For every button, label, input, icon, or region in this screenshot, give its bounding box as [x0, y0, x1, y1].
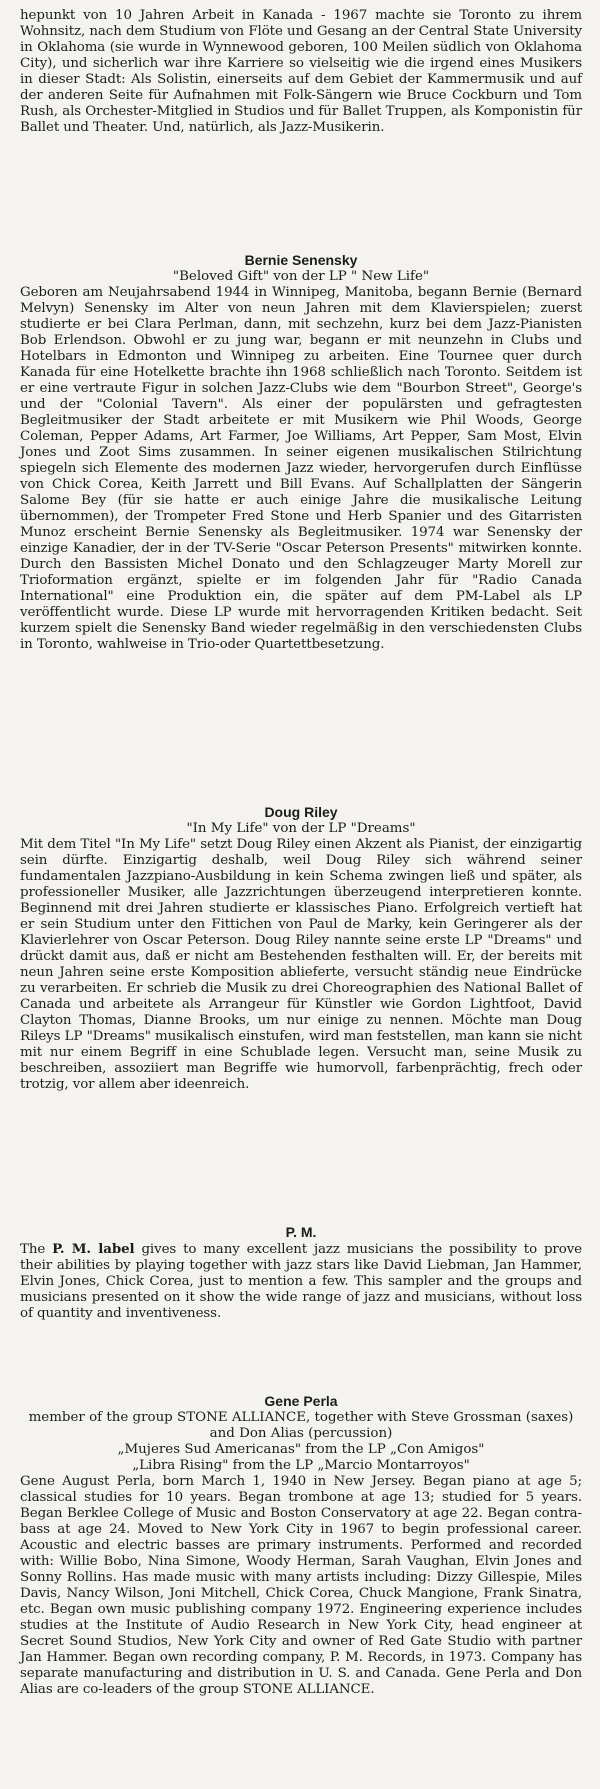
perla-section — [20, 1393, 582, 1698]
riley-heading: Doug Riley — [264, 804, 338, 820]
senensky-section — [20, 252, 582, 653]
pm-section — [20, 1224, 582, 1322]
intro-section — [20, 8, 582, 136]
riley-section — [20, 804, 582, 1093]
pm-heading: P. M. — [285, 1224, 317, 1240]
pm-text: gives to many excellent jazz musicians the possibility to prove their abilities by playing together with jazz stars like David Liebman, Jan Hammer, Elvin Jones, Chick Corea, just to mention a few. This sampler and the groups and musicians presented on it show the wide range of jazz and musicians, without loss of quantity and inventiveness. — [20, 1242, 582, 1321]
riley-subtitle: "In My Life" von der LP "Dreams" — [186, 821, 416, 836]
senensky-paragraph: Geboren am Neujahrsabend 1944 in Winnipeg, Manitoba, begann Bernie (Bernard Melvyn) Senensky im Alter von neun Jahren mit dem Klavierspielen; zuerst studierte er bei Clara Perlman, dann, mit sechzehn, kurz bei dem Jazz-Pianisten Bob Erlendson. Obwohl er zu jung war, begann er mit neunzehn in Clubs und Hotelbars in Edmonton und Winnipeg zu arbeiten. Eine Tournee quer durch Kanada für eine Hotelkette brachte ihn 1968 schließlich nach Toronto. Seitdem ist er eine vertraute Figur in solchen Jazz-Clubs wie dem "Bourbon Street", George's und der "Colonial Tavern". Als einer der populärsten und gefragtesten Begleitmusiker der Stadt arbeitete er mit Musikern wie Phil Woods, George Coleman, Pepper Adams, Art Farmer, Joe Williams, Art Pepper, Sam Most, Elvin Jones und Zoot Sims zusammen. In seiner eigenen musikalischen Stilrichtung spiegeln sich Elemente des modernen Jazz wieder, hervorgerufen durch Einflüsse von Chick Corea, Keith Jarrett und Bill Evans. Auf Schallplatten der Sängerin Salome Bey (für sie hatte er auch einige Jahre die musikalische Leitung übernommen), der Trompeter Fred Stone und Herb Spanier und des Gitarristen Munoz erscheint Bernie Senensky als Begleitmusiker. 1974 war Senensky der einzige Kanadier, der in der TV-Serie "Oscar Peterson Presents" mitwirken konnte. Durch den Bassisten Michel Donato und den Schlagzeuger Marty Morell zur Trioformation ergänzt, spielte er im folgenden Jahr für "Radio Canada International" eine Produktion ein, die später auf dem PM-Label als LP veröffentlicht wurde. Diese LP wurde mit hervorragenden Kritiken bedacht. Seit kurzem spielt die Senensky Band wieder regelmäßig in den verschiedensten Clubs in Toronto, wahlweise in Trio-oder Quartettbesetzung. — [20, 285, 582, 652]
perla-track-1: „Mujeres Sud Americanas" from the LP „Con Amigos" — [117, 1442, 485, 1457]
pm-label-name: P. M. label — [52, 1241, 135, 1257]
pm-paragraph — [20, 1241, 582, 1322]
riley-paragraph: Mit dem Titel "In My Life" setzt Doug Riley einen Akzent als Pianist, der einzigartig sein dürfte. Einzigartig deshalb, weil Doug Riley sich während seiner fundamentalen Jazzpiano-Ausbildung in kein Schema zwingen ließ und später, als professioneller Musiker, alle Jazzrichtungen überzeugend interpretieren konnte. Beginnend mit drei Jahren studierte er klassisches Piano. Erfolgreich vertieft hat er sein Studium unter den Fittichen von Paul de Marky, kein Geringerer als der Klavierlehrer von Oscar Peterson. Doug Riley nannte seine erste LP "Dreams" und drückt damit aus, daß er nicht am Bestehenden festhalten will. Er, der bereits mit neun Jahren seine erste Komposition ablieferte, versucht ständig neue Eindrücke zu verarbeiten. Er schrieb die Musik zu drei Choreographien des National Ballet of Canada und arbeitete als Arrangeur für Künstler wie Gordon Lightfoot, David Clayton Thomas, Dianne Brooks, um nur einige zu nennen. Möchte man Doug Rileys LP "Dreams" musikalisch einstufen, wird man feststellen, man kann sie nicht mit nur einem Begriff in eine Schublade legen. Versucht man, seine Musik zu beschreiben, assoziiert man Begriffe wie humorvoll, farbenprächtig, frech oder trotzig, vor allem aber ideenreich. — [20, 837, 582, 1092]
intro-paragraph: hepunkt von 10 Jahren Arbeit in Kanada - 1967 machte sie Toronto zu ihrem Wohnsitz, nach dem Studium von Flöte und Gesang an der Central State University in Oklahoma (sie wurde in Wynnewood geboren, 100 Meilen südlich von Oklahoma City), und sicherlich war ihre Karriere so vielseitig wie die irgend eines Musikers in dieser Stadt: Als Solistin, einerseits auf dem Gebiet der Kammermusik und auf der anderen Seite für Aufnahmen mit Folk-Sängern wie Bruce Cockburn und Tom Rush, als Orchester-Mitglied in Studios und für Ballet Truppen, als Komponistin für Ballet und Theater. Und, natürlich, als Jazz-Musikerin. — [20, 8, 582, 135]
perla-membership: member of the group STONE ALLIANCE, together with Steve Grossman (saxes) and Don Alias (percussion) — [28, 1410, 574, 1441]
senensky-heading: Bernie Senensky — [244, 252, 358, 268]
pm-lead: The — [20, 1242, 46, 1257]
perla-track-2: „Libra Rising" from the LP „Marcio Montarroyos" — [132, 1458, 470, 1473]
senensky-subtitle: "Beloved Gift" von der LP " New Life" — [172, 269, 430, 284]
perla-heading: Gene Perla — [264, 1393, 338, 1409]
perla-paragraph: Gene August Perla, born March 1, 1940 in New Jersey. Began piano at age 5; classical studies for 10 years. Began trombone at age 13; studied for 5 years. Began Berklee College of Music and Boston Conservatory at age 22. Began contra-bass at age 24. Moved to New York City in 1967 to begin professional career. Acoustic and electric basses are primary instruments. Performed and recorded with: Willie Bobo, Nina Simone, Woody Herman, Sarah Vaughan, Elvin Jones and Sonny Rollins. Has made music with many artists including: Dizzy Gillespie, Miles Davis, Nancy Wilson, Joni Mitchell, Chick Corea, Chuck Mangione, Frank Sinatra, etc. Began own music publishing company 1972. Engineering experience includes studies at the Institute of Audio Research in New York City, head engineer at Secret Sound Studios, New York City and owner of Red Gate Studio with partner Jan Hammer. Began own recording company, P. M. Records, in 1973. Company has separate manufacturing and distribution in U. S. and Canada. Gene Perla and Don Alias are co-leaders of the group STONE ALLIANCE. — [20, 1474, 582, 1697]
